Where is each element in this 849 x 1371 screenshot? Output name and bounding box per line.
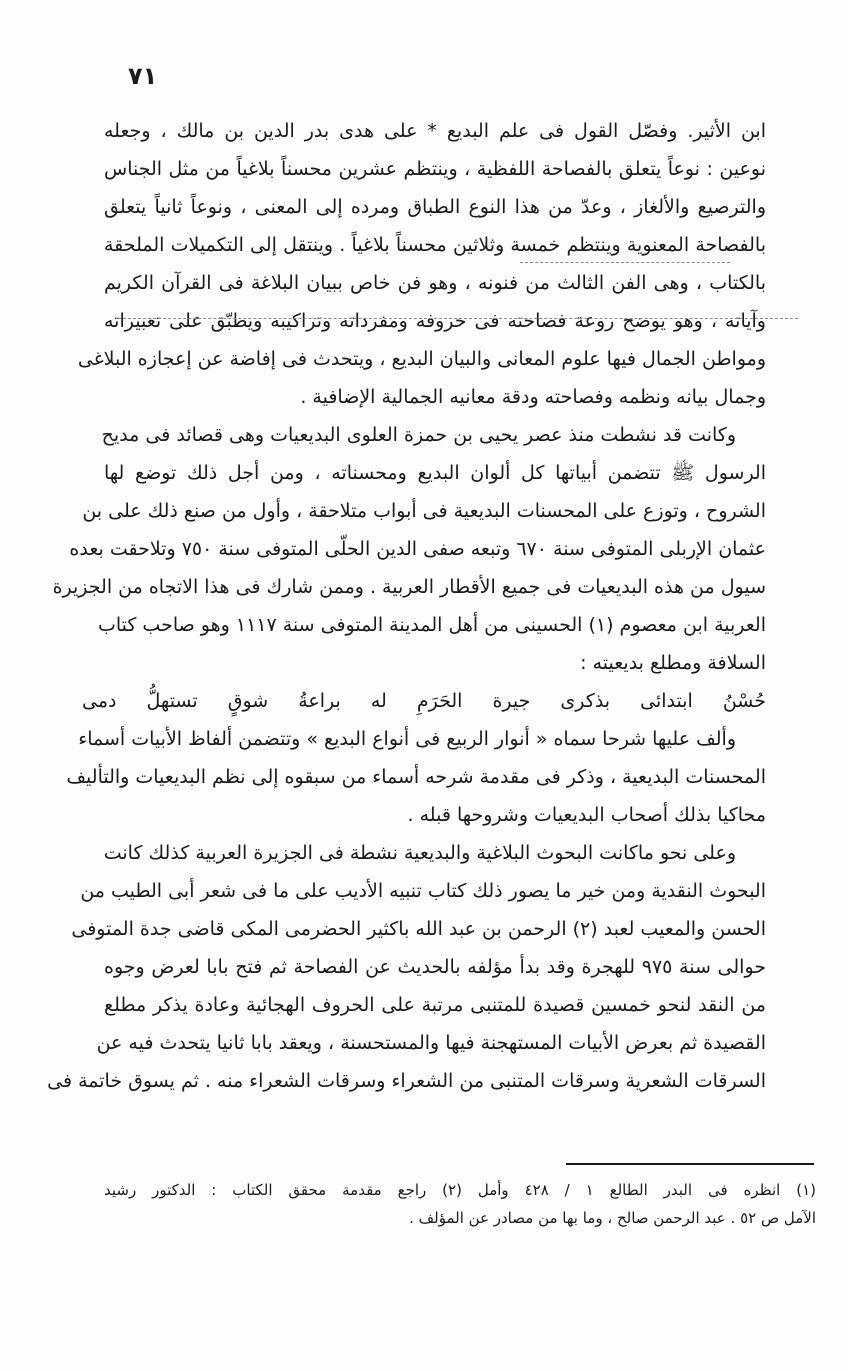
text-line: ابن الأثير. وفصّل القول فى علم البديع * على هدى بدر الدين بن مالك ، وجعله bbox=[104, 120, 766, 142]
footnote-divider bbox=[566, 1163, 814, 1165]
text-line: وكانت قد نشطت منذ عصر يحيى بن حمزة العلوى البديعيات وهى قصائد فى مديح bbox=[101, 424, 736, 446]
footnotes bbox=[104, 1176, 816, 1232]
text-line: ومواطن الجمال فيها علوم المعانى والبيان البديع ، ويتحدث فى إفاضة عن إعجازه البلاغى bbox=[77, 348, 766, 370]
text-line: وآياته ، وهو يوضح روعة فصاحته فى حروفه ومفرداته وتراكيبه ويطبّق على تعبيراته bbox=[104, 310, 766, 332]
text-line: القصيدة ثم بعرض الأبيات المستهجنة فيها والمستحسنة ، ويعقد بابا ثانيا يتحدث فيه عن bbox=[96, 1032, 766, 1054]
body-text bbox=[47, 112, 767, 1100]
text-line: الرسول ﷺ تتضمن أبياتها كل ألوان البديع ومحسناته ، ومن أجل ذلك توضع لها bbox=[104, 462, 766, 484]
text-line: الحسن والمعيب لعبد (٢) الرحمن بن عبد الله باكثير الحضرمى المكى قاضى جدة المتوفى bbox=[71, 918, 766, 940]
text-line: سيول من هذه البديعيات فى جميع الأقطار العربية . وممن شارك فى هذا الاتجاه من الجزيرة bbox=[52, 576, 766, 598]
footnote-line: الآمل ص ٥٢ . عبد الرحمن صالح ، وما بها من مصادر عن المؤلف . bbox=[409, 1209, 816, 1227]
footnote-line: (١) انظره فى البدر الطالع ١ / ٤٢٨ وأمل (٢) راجع مقدمة محقق الكتاب : الدكتور رشيد bbox=[104, 1181, 816, 1199]
text-line: محاكيا بذلك أصحاب البديعيات وشروحها قبله . bbox=[407, 804, 766, 826]
text-line: السرقات الشعرية وسرقات المتنبى من الشعراء وسرقات الشعراء منه . ثم يسوق خاتمة فى bbox=[47, 1070, 766, 1092]
text-line: المحسنات البديعية ، وذكر فى مقدمة شرحه أسماء من سبقوه إلى نظم البديعيات والتأليف bbox=[66, 766, 766, 788]
text-line: من النقد لنحو خمسين قصيدة للمتنبى مرتبة على الحروف الهجائية وعادة يذكر مطلع bbox=[104, 994, 766, 1016]
text-line: عثمان الإربلى المتوفى سنة ٦٧٠ وتبعه صفى الدين الحلّى المتوفى سنة ٧٥٠ وتلاحقت بعده bbox=[69, 538, 766, 560]
page-number: ٧١ bbox=[128, 62, 158, 90]
text-line: البحوث النقدية ومن خير ما يصور ذلك كتاب تنبيه الأديب على ما فى شعر أبى الطيب من bbox=[80, 880, 766, 902]
text-line: حوالى سنة ٩٧٥ للهجرة وقد بدأ مؤلفه بالحديث عن الفصاحة ثم فتح بابا لعرض وجوه bbox=[104, 956, 767, 978]
text-line: السلافة ومطلع بديعيته : bbox=[580, 652, 766, 674]
text-line: بالكتاب ، وهى الفن الثالث من فنونه ، وهو فن خاص ببيان البلاغة فى القرآن الكريم bbox=[104, 272, 766, 294]
text-line: العربية ابن معصوم (١) الحسينى من أهل المدينة المتوفى سنة ١١١٧ وهو صاحب كتاب bbox=[97, 614, 766, 636]
text-line: وعلى نحو ماكانت البحوث البلاغية والبديعية نشطة فى الجزيرة العربية كذلك كانت bbox=[103, 842, 736, 864]
text-line: بالفصاحة المعنوية وينتظم خمسة وثلاثين محسناً بلاغياً . وينتقل إلى التكميلات الملحقة bbox=[104, 234, 766, 256]
pencil-underline-mark bbox=[118, 318, 798, 319]
text-line: الشروح ، وتوزع على المحسنات البديعية فى أبواب متلاحقة ، وأول من صنع ذلك على بن bbox=[82, 500, 766, 522]
text-line: نوعين : نوعاً يتعلق بالفصاحة اللفظية ، وينتظم عشرين محسناً بلاغياً من مثل الجناس bbox=[104, 158, 766, 180]
text-line: وألف عليها شرحا سماه « أنوار الربيع فى أنواع البديع » وتتضمن ألفاظ الأبيات أسماء bbox=[78, 728, 736, 750]
text-line: وجمال بيانه ونظمه وفصاحته ودقة معانيه الجمالية الإضافية . bbox=[300, 386, 766, 408]
verse-line: حُسْنُ ابتدائى بذكرى جيرة الحَرَمِ له براعةُ شوقٍ تستهلُّ دمى bbox=[82, 690, 766, 712]
text-line: والترصيع والألغاز ، وعدّ من هذا النوع الطباق ومرده إلى المعنى ، ونوعاً ثانياً يتعلق bbox=[104, 196, 766, 218]
pencil-underline-mark bbox=[520, 262, 730, 263]
